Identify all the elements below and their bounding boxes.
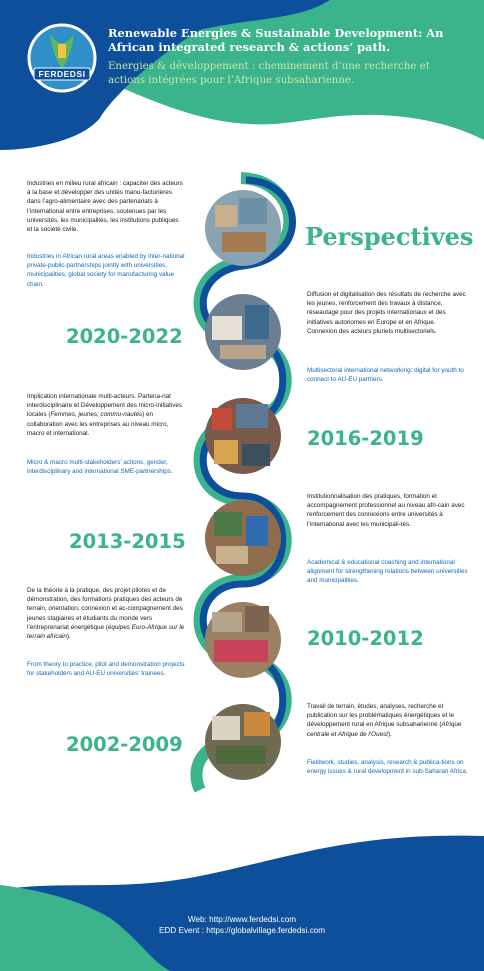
text-2016-2019-fr-b: ) en collaboration avec les entreprises au niveau micro, macro et international.	[27, 411, 169, 437]
year-2013-2015: 2013-2015	[69, 530, 186, 553]
text-2013-2015-en: Academical & educational coaching and international alignment for strengthening relations between universities and municipalities.	[307, 559, 468, 585]
text-2002-2009-fr-a: Travail de terrain, études, analyses, recherche et publication sur les problématiques énergétiques et le développement rural en Afrique subsaharienne (	[307, 703, 455, 729]
text-2002-2009-fr-b: ).	[387, 730, 392, 738]
text-2016-2019-fr-italic: Femmes, jeunes, commu-nautés	[50, 411, 143, 419]
perspectives-text-en: Industries in African rural areas enabled by inter-national private-public-partnerships jointly with universities, municipalities, global society for manufacturing value chain.	[27, 253, 185, 288]
text-2013-2015-fr: Institutionnalisation des pratiques, formation et accompagnement professionnel au niveau afri-cain avec renforcement des connexions entre universités à l’international avec les municipali-tés.	[307, 493, 465, 528]
perspectives-text-fr: Industries en milieu rural africain : capaciter des acteurs à la base et développer des unités manu-facturières dans l’agro-alimentaire avec des partenariats à l’international entre entreprises, soutenues par les universités, les municipalités, les institutions publiques et la société civile.	[27, 180, 183, 234]
text-2020-2022-fr: Diffusion et digitalisation des résultats de recherche avec les jeunes, renforcement des travaux à distance, réseautage pour des projets internationaux et des initiatives autonomes en Europe et en Afrique. Connexion des acteurs pluriels multisectoriels.	[307, 291, 466, 335]
text-2010-2012-fr	[27, 586, 187, 641]
perspectives-heading: Perspectives	[305, 222, 474, 251]
footer-web-link[interactable]: Web: http://www.ferdedsi.com	[187, 915, 297, 924]
footer-event-link[interactable]: EDD Event : https://globalvillage.ferdedsi.com	[158, 926, 326, 935]
text-2002-2009-en: Fieldwork, studies, analysis, research & publica-tions on energy issues & rural development in sub-Saharan Africa.	[307, 759, 468, 776]
text-2016-2019-fr-a: Implication internationale multi-acteurs. Partena-riat interdisciplinaire et Développement des micro-initiatives locales (	[27, 393, 183, 419]
text-2010-2012-fr-italic: équipes Euro-Afrique sur le terrain africain	[27, 623, 185, 641]
header-title-fr: Energies & développement : cheminement d’une recherche et actions intégrées pour l’Afrique subsaharienne.	[108, 61, 430, 86]
text-2002-2009-fr	[307, 702, 469, 739]
year-2002-2009: 2002-2009	[66, 733, 183, 756]
text-2010-2012-fr-a: De la théorie à la pratique, des projet pilotes et de démonstration, des formations pratiques des acteurs de terrain, orientation, connexion et ac-compagnement des jeunes stagiaires et étudiants du monde vers l’entreprenariat énergétique (	[27, 587, 183, 631]
logo-text: FERDEDSI	[38, 69, 86, 79]
year-2010-2012: 2010-2012	[307, 627, 424, 650]
text-2002-2009-fr-italic: Afrique centrale et Afrique de l’Ouest	[307, 721, 462, 738]
text-2016-2019-fr	[27, 392, 187, 438]
text-2010-2012-en: From theory to practice, pilot and demonstration projects for stakeholders and AU-EU universities’ trainees.	[27, 661, 185, 678]
text-2020-2022-en: Multisectoral international networking: digital for youth to connect to AU-EU partners.	[307, 367, 464, 384]
text-2016-2019-en: Micro & macro multi-stakeholders’ actions, gender, interdisciplinary and international SME-partnerships.	[27, 459, 173, 476]
year-2020-2022: 2020-2022	[66, 325, 183, 348]
header-title-en: Renewable Energies & Sustainable Development: An African integrated research & actions’ path.	[108, 26, 444, 54]
year-2016-2019: 2016-2019	[307, 427, 424, 450]
photo-circle-2013	[205, 500, 281, 576]
text-2010-2012-fr-b: ).	[66, 633, 71, 641]
